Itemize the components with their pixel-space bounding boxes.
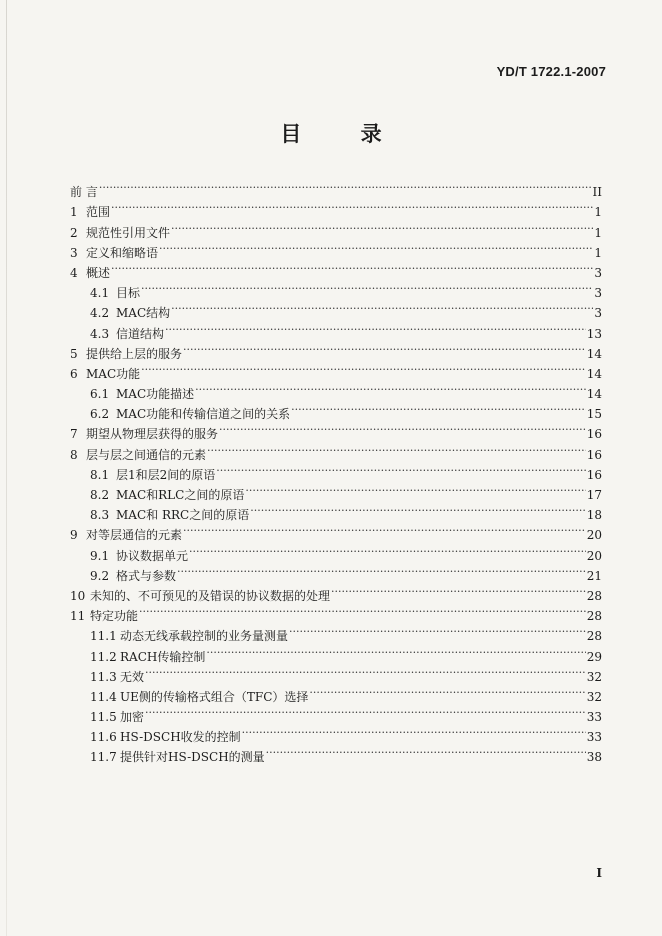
toc-leader-dots — [145, 701, 586, 721]
table-of-contents — [70, 176, 602, 765]
toc-entry-page: 20 — [586, 528, 602, 543]
toc-entry-page: 16 — [586, 467, 602, 482]
toc-entry-number: 11.4 — [90, 689, 117, 704]
toc-entry-number: 11.1 — [90, 629, 117, 644]
toc-entry-page: 28 — [586, 609, 602, 624]
toc-entry-page: 28 — [586, 588, 602, 603]
toc-entry-number: 9.1 — [90, 548, 110, 563]
toc-entry-label: 未知的、不可预见的及错误的协议数据的处理 — [90, 588, 331, 603]
toc-leader-dots — [245, 479, 585, 499]
toc-leader-dots — [139, 600, 586, 620]
toc-leader-dots — [250, 499, 586, 519]
standard-code: YD/T 1722.1-2007 — [496, 64, 606, 79]
toc-entry-label: HS-DSCH收发的控制 — [120, 730, 241, 745]
toc-entry-label: 层与层之间通信的元素 — [86, 447, 207, 462]
toc-entry-number: 7 — [70, 427, 78, 442]
toc-entry-number: 8 — [70, 447, 78, 462]
toc-entry-label: 动态无线承载控制的业务量测量 — [120, 629, 289, 644]
toc-leader-dots — [242, 721, 586, 741]
toc-leader-dots — [219, 418, 586, 438]
toc-entry[interactable] — [70, 277, 602, 301]
toc-entry-number: 4.3 — [90, 326, 110, 341]
toc-leader-dots — [141, 358, 586, 378]
toc-entry-page: 20 — [586, 548, 602, 563]
toc-entry-label: 定义和缩略语 — [86, 245, 159, 260]
toc-leader-dots — [171, 297, 593, 317]
toc-entry-label: 特定功能 — [90, 609, 139, 624]
toc-entry-label: 提供给上层的服务 — [86, 346, 183, 361]
toc-entry-page: II — [592, 185, 602, 200]
toc-leader-dots — [141, 277, 593, 297]
toc-entry-label: 加密 — [120, 710, 145, 725]
toc-entry-number: 11.3 — [90, 669, 117, 684]
toc-entry-label: 协议数据单元 — [116, 548, 189, 563]
page-number: I — [596, 866, 602, 880]
toc-entry[interactable] — [70, 176, 602, 200]
toc-leader-dots — [111, 257, 593, 277]
toc-entry-number: 5 — [70, 346, 78, 361]
toc-entry-label: MAC功能和传输信道之间的关系 — [116, 407, 291, 422]
toc-entry-page: 1 — [594, 225, 602, 240]
toc-entry-number: 6.2 — [90, 407, 110, 422]
toc-leader-dots — [206, 640, 585, 660]
toc-entry[interactable] — [70, 216, 602, 240]
toc-entry-label: 期望从物理层获得的服务 — [86, 427, 219, 442]
toc-leader-dots — [111, 196, 593, 216]
toc-entry-number: 11.6 — [90, 730, 117, 745]
toc-entry-page: 21 — [586, 568, 602, 583]
toc-entry[interactable] — [70, 257, 602, 280]
toc-entry[interactable] — [70, 600, 602, 624]
toc-leader-dots — [289, 620, 586, 640]
toc-entry[interactable] — [70, 681, 602, 704]
toc-entry-page: 28 — [586, 629, 602, 644]
toc-entry-label: MAC结构 — [116, 306, 171, 321]
toc-entry[interactable] — [70, 196, 602, 220]
toc-entry-label: RACH传输控制 — [120, 649, 206, 664]
toc-entry-label: 概述 — [86, 265, 111, 280]
toc-entry[interactable] — [70, 358, 602, 381]
toc-entry-page: 16 — [586, 447, 602, 462]
toc-leader-dots — [145, 661, 586, 681]
toc-entry-number: 11.2 — [90, 649, 117, 664]
toc-entry-label: 无效 — [120, 669, 145, 684]
toc-entry[interactable] — [70, 378, 602, 402]
toc-leader-dots — [331, 580, 586, 600]
toc-entry-page: 1 — [594, 205, 602, 220]
toc-entry-page: 18 — [586, 508, 602, 523]
toc-leader-dots — [159, 237, 593, 257]
toc-entry-page: 14 — [586, 387, 602, 402]
toc-entry-number: 1 — [70, 205, 78, 220]
toc-entry-number: 8.3 — [90, 508, 110, 523]
toc-entry-label: 规范性引用文件 — [86, 225, 171, 240]
toc-entry-page: 17 — [586, 488, 602, 502]
toc-leader-dots — [291, 398, 586, 418]
toc-entry-number: 4.2 — [90, 306, 110, 321]
toc-entry-page: 3 — [594, 265, 602, 280]
toc-entry-number: 4.1 — [90, 286, 110, 301]
toc-entry[interactable] — [70, 620, 602, 644]
toc-leader-dots — [177, 560, 586, 580]
toc-entry-label: 范围 — [86, 205, 111, 220]
toc-entry-number: 9 — [70, 528, 78, 543]
toc-leader-dots — [165, 317, 586, 337]
toc-entry-number: 4 — [70, 265, 78, 280]
toc-leader-dots — [99, 176, 592, 196]
toc-entry-page: 13 — [586, 326, 602, 341]
toc-entry-number: 前 言 — [70, 185, 98, 200]
toc-leader-dots — [309, 681, 585, 701]
toc-entry-number: 9.2 — [90, 568, 110, 583]
toc-entry-number: 8.1 — [90, 467, 110, 482]
toc-entry-number: 2 — [70, 225, 78, 240]
toc-entry-label: MAC和 RRC之间的原语 — [116, 508, 250, 523]
toc-leader-dots — [266, 741, 586, 761]
toc-entry-label: 对等层通信的元素 — [86, 528, 183, 543]
toc-entry-number: 11.5 — [90, 710, 117, 725]
toc-entry-number: 3 — [70, 245, 78, 260]
toc-leader-dots — [183, 338, 586, 358]
toc-entry-label: 格式与参数 — [116, 568, 177, 583]
toc-entry-page: 38 — [586, 750, 602, 765]
toc-entry-page: 16 — [586, 427, 602, 442]
toc-leader-dots — [216, 459, 585, 479]
toc-entry-page: 32 — [586, 669, 602, 684]
toc-entry-label: MAC和RLC之间的原语 — [116, 488, 245, 502]
toc-leader-dots — [189, 539, 586, 559]
toc-entry-page: 14 — [586, 366, 602, 381]
toc-entry-label: MAC功能描述 — [116, 387, 195, 402]
toc-leader-dots — [171, 216, 593, 236]
toc-entry-page: 3 — [594, 286, 602, 301]
toc-entry[interactable] — [70, 701, 602, 725]
toc-entry[interactable] — [70, 721, 602, 745]
toc-entry[interactable] — [70, 661, 602, 684]
toc-entry-page: 15 — [586, 407, 602, 422]
toc-entry-page: 33 — [586, 710, 602, 725]
toc-entry-number: 6 — [70, 366, 78, 381]
toc-entry-page: 14 — [586, 346, 602, 361]
toc-leader-dots — [195, 378, 586, 398]
page-title: 目 录 — [280, 121, 408, 146]
toc-entry-label: 层1和层2间的原语 — [116, 467, 216, 482]
toc-entry-page: 32 — [586, 689, 602, 704]
toc-entry-number: 11.7 — [90, 750, 117, 765]
toc-entry-page: 3 — [594, 306, 602, 321]
toc-leader-dots — [207, 438, 586, 458]
toc-leader-dots — [183, 519, 586, 539]
toc-entry-number: 8.2 — [90, 488, 110, 502]
toc-entry-label: MAC功能 — [86, 366, 141, 381]
toc-entry-number: 11 — [70, 609, 86, 624]
toc-entry-page: 33 — [586, 730, 602, 745]
toc-entry-page: 1 — [594, 245, 602, 260]
toc-entry-label: 目标 — [116, 286, 141, 301]
toc-entry-number: 10 — [70, 588, 86, 603]
toc-entry-label: 信道结构 — [116, 326, 165, 341]
toc-entry-label: UE侧的传输格式组合（TFC）选择 — [120, 689, 309, 704]
toc-entry-label: 提供针对HS-DSCH的测量 — [120, 750, 265, 765]
toc-entry-page: 29 — [586, 649, 602, 664]
toc-entry-number: 6.1 — [90, 387, 110, 402]
toc-entry[interactable] — [70, 297, 602, 321]
